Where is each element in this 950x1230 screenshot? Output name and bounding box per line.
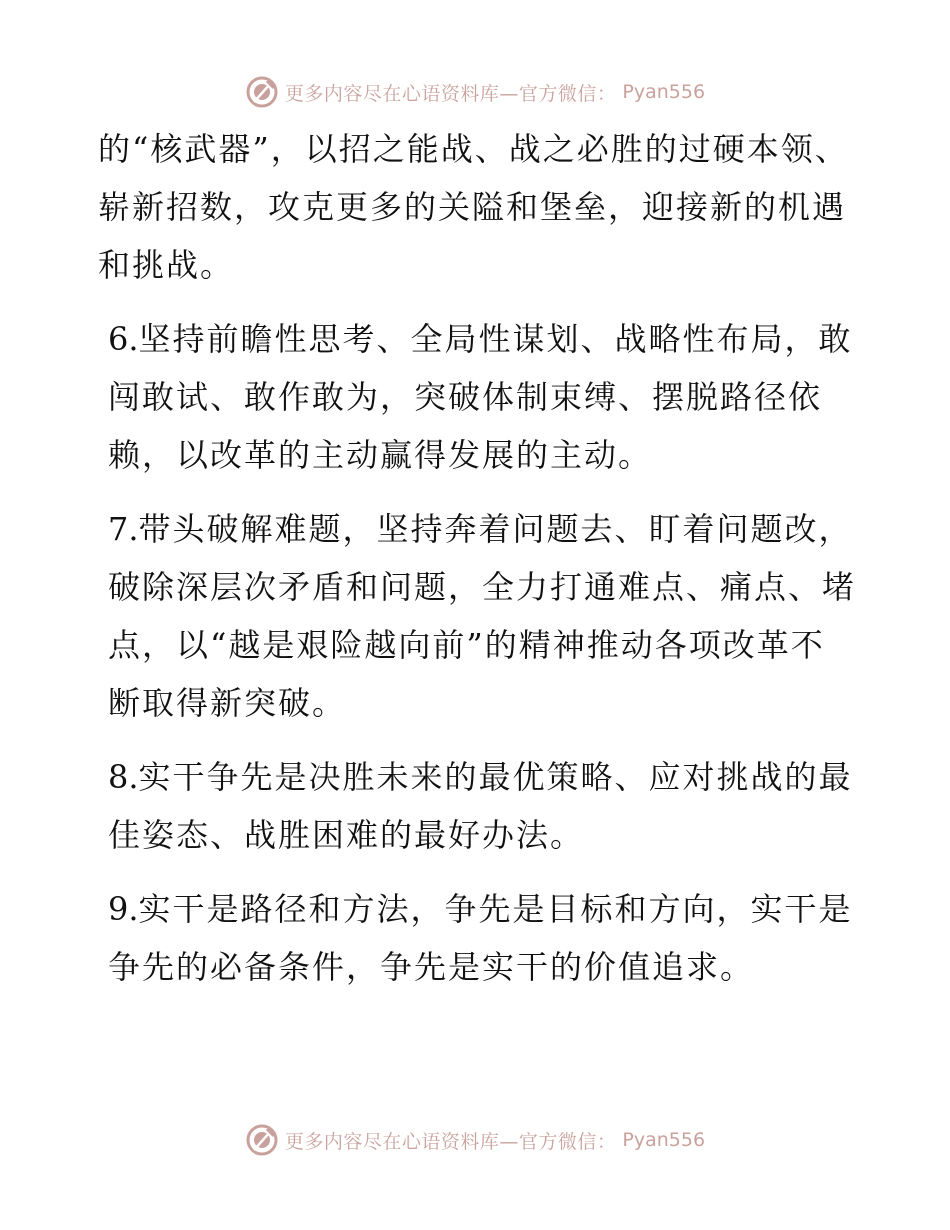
paragraph-text: 实干争先是决胜未来的最优策略、应对挑战的最佳姿态、战胜困难的最好办法。 bbox=[108, 758, 853, 854]
paragraph-8 bbox=[98, 748, 858, 864]
watermark-id: Pyan556 bbox=[622, 81, 706, 103]
paragraph-9 bbox=[98, 880, 858, 996]
paragraph-number: 8. bbox=[108, 758, 139, 796]
document-body bbox=[98, 120, 858, 1012]
header-watermark bbox=[0, 72, 950, 112]
paragraph-continued bbox=[98, 120, 858, 294]
paragraph-text: 带头破解难题，坚持奔着问题去、盯着问题改，破除深层次矛盾和问题，全力打通难点、痛点、堵点，以“越是艰险越向前”的精神推动各项改革不断取得新突破。 bbox=[108, 510, 857, 722]
paragraph-6 bbox=[98, 310, 858, 484]
footer-watermark bbox=[0, 1120, 950, 1160]
watermark-id: Pyan556 bbox=[622, 1129, 706, 1151]
pen-seal-icon bbox=[245, 1123, 279, 1157]
watermark-text: 更多内容尽在心语资料库—官方微信： bbox=[284, 1130, 617, 1153]
paragraph-text: 坚持前瞻性思考、全局性谋划、战略性布局，敢闯敢试、敢作敢为，突破体制束缚、摆脱路径依赖，以改革的主动赢得发展的主动。 bbox=[108, 320, 853, 474]
pen-seal-icon bbox=[245, 75, 279, 109]
paragraph-text: 的“核武器”，以招之能战、战之必胜的过硬本领、崭新招数，攻克更多的关隘和堡垒，迎接新的机遇和挑战。 bbox=[98, 130, 849, 284]
paragraph-text: 实干是路径和方法，争先是目标和方向，实干是争先的必备条件，争先是实干的价值追求。 bbox=[108, 890, 853, 986]
paragraph-number: 9. bbox=[108, 890, 139, 928]
paragraph-number: 6. bbox=[108, 320, 139, 358]
watermark-text: 更多内容尽在心语资料库—官方微信： bbox=[284, 82, 617, 105]
paragraph-number: 7. bbox=[108, 510, 139, 548]
paragraph-7 bbox=[98, 500, 858, 732]
